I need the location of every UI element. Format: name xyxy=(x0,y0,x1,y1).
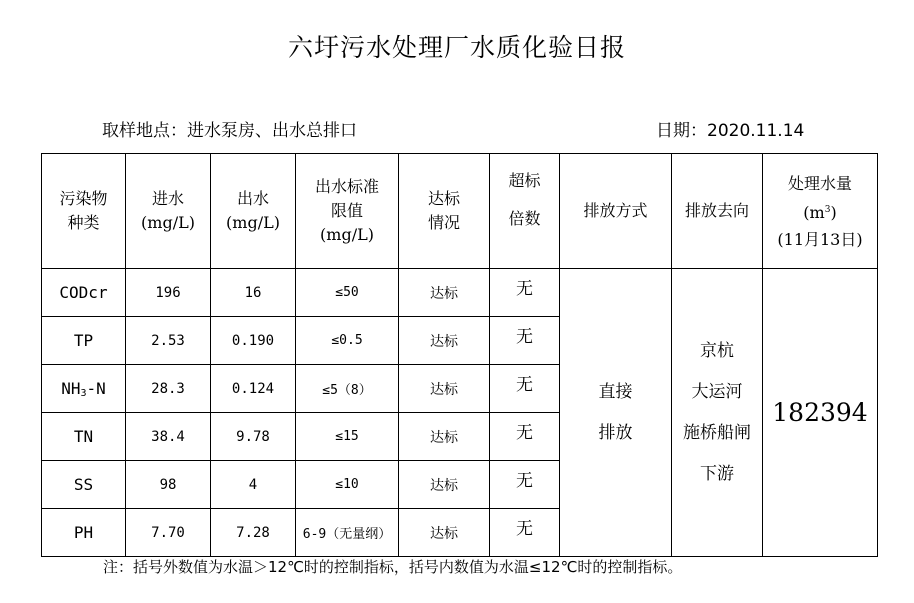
header-exceed-multiple: 超标 倍数 xyxy=(490,154,560,269)
influent-value: 98 xyxy=(126,461,211,509)
influent-value: 196 xyxy=(126,269,211,317)
table-header-row xyxy=(42,154,878,269)
pollutant-name: SS xyxy=(42,461,126,509)
limit-value: ≤50 xyxy=(296,269,399,317)
pollutant-name: TN xyxy=(42,413,126,461)
compliance-status: 达标 xyxy=(399,317,490,365)
effluent-value: 7.28 xyxy=(211,509,296,557)
exceed-value: 无 xyxy=(490,269,560,317)
influent-value: 7.70 xyxy=(126,509,211,557)
limit-value: ≤0.5 xyxy=(296,317,399,365)
limit-value: ≤5（8） xyxy=(296,365,399,413)
compliance-status: 达标 xyxy=(399,269,490,317)
discharge-method: 直接 排放 xyxy=(560,269,672,557)
exceed-value: 无 xyxy=(490,365,560,413)
limit-value: 6-9（无量纲） xyxy=(296,509,399,557)
effluent-value: 0.124 xyxy=(211,365,296,413)
treated-volume-value: 182394 xyxy=(763,269,878,557)
pollutant-name: TP xyxy=(42,317,126,365)
compliance-status: 达标 xyxy=(399,413,490,461)
effluent-value: 16 xyxy=(211,269,296,317)
discharge-destination: 京杭 大运河 施桥船闸 下游 xyxy=(672,269,763,557)
exceed-value: 无 xyxy=(490,317,560,365)
report-date: 日期：2020.11.14 xyxy=(656,121,805,141)
pollutant-name: NH3-N xyxy=(42,365,126,413)
header-treated-volume: 处理水量 $(m^3)$ (11月13日) xyxy=(763,154,878,269)
compliance-status: 达标 xyxy=(399,365,490,413)
header-influent: 进水 (mg/L) xyxy=(126,154,211,269)
effluent-value: 0.190 xyxy=(211,317,296,365)
effluent-value: 9.78 xyxy=(211,413,296,461)
limit-value: ≤15 xyxy=(296,413,399,461)
header-compliance: 达标 情况 xyxy=(399,154,490,269)
report-title: 六圩污水处理厂水质化验日报 xyxy=(287,33,626,62)
influent-value: 2.53 xyxy=(126,317,211,365)
influent-value: 38.4 xyxy=(126,413,211,461)
footnote: 注：括号外数值为水温＞12℃时的控制指标，括号内数值为水温≤12℃时的控制指标。 xyxy=(103,558,683,576)
header-standard-limit: 出水标准 限值 (mg/L) xyxy=(296,154,399,269)
sampling-location: 取样地点：进水泵房、出水总排口 xyxy=(102,121,357,141)
pollutant-name: PH xyxy=(42,509,126,557)
water-quality-table xyxy=(41,153,878,557)
header-effluent: 出水 (mg/L) xyxy=(211,154,296,269)
limit-value: ≤10 xyxy=(296,461,399,509)
compliance-status: 达标 xyxy=(399,509,490,557)
effluent-value: 4 xyxy=(211,461,296,509)
pollutant-name: CODcr xyxy=(42,269,126,317)
influent-value: 28.3 xyxy=(126,365,211,413)
compliance-status: 达标 xyxy=(399,461,490,509)
header-discharge-destination: 排放去向 xyxy=(672,154,763,269)
exceed-value: 无 xyxy=(490,509,560,557)
exceed-value: 无 xyxy=(490,413,560,461)
table-row xyxy=(42,269,878,317)
header-discharge-method: 排放方式 xyxy=(560,154,672,269)
header-pollutant: 污染物 种类 xyxy=(42,154,126,269)
exceed-value: 无 xyxy=(490,461,560,509)
